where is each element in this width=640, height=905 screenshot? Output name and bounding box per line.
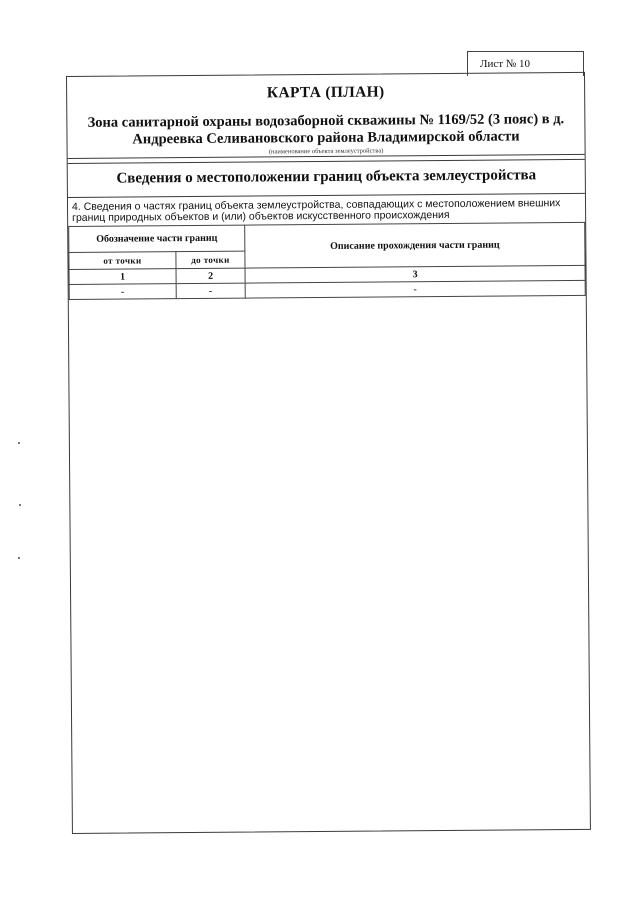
description-header: Описание прохождения части границ	[245, 222, 585, 268]
table-row	[69, 280, 585, 299]
boundary-parts-table	[68, 222, 586, 300]
object-name	[67, 111, 584, 149]
table-cell: -	[69, 284, 176, 300]
column-number: 1	[69, 269, 176, 285]
from-point-header: от точки	[69, 252, 176, 270]
page-title: КАРТА (ПЛАН)	[266, 83, 385, 102]
sheet-number: Лист № 10	[480, 58, 531, 70]
object-name-caption: (наименование объекта землеустройства)	[68, 146, 585, 159]
column-number: 2	[176, 268, 245, 284]
section-paragraph: 4. Сведения о частях границ объекта землеустройства, совпадающих с местоположением внешних границ природных объектов и (или) объектов искусственного происхождения	[71, 197, 561, 224]
to-point-header: до точки	[176, 251, 245, 269]
designation-header: Обозначение части границ	[69, 225, 245, 252]
scan-speck	[19, 504, 21, 506]
column-number: 3	[245, 265, 585, 283]
scan-speck	[18, 442, 20, 444]
object-name-line-1: Зона санитарной охраны водозаборной скважины № 1169/52 (3 пояс) в д.	[87, 111, 565, 131]
table-cell: -	[176, 283, 245, 299]
scan-speck	[18, 557, 20, 559]
document-frame	[66, 72, 591, 834]
table-cell: -	[245, 280, 585, 298]
object-name-line-2: Андреевка Селивановского района Владимирской области	[132, 128, 520, 148]
section-heading: Сведения о местоположении границ объекта землеустройства	[68, 159, 585, 198]
